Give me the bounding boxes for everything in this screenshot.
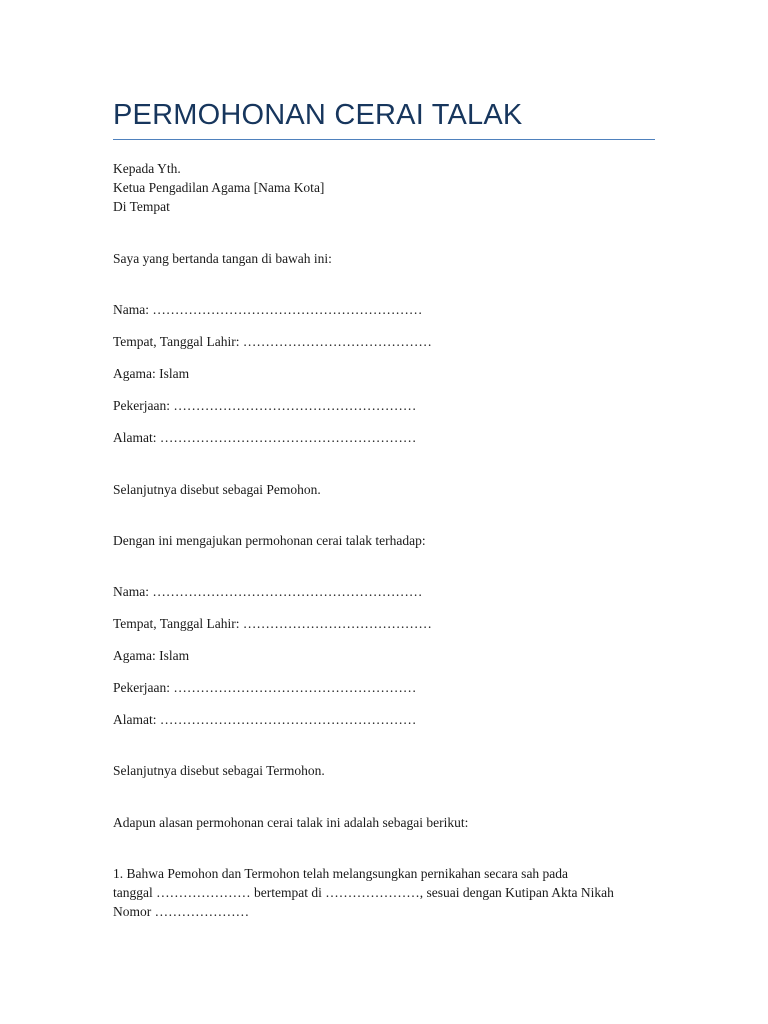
pemohon-nama: Nama: …………………………………………………… xyxy=(113,302,423,317)
pemohon-alamat: Alamat: ………………………………………………… xyxy=(113,430,417,445)
pemohon-label: Selanjutnya disebut sebagai Pemohon. xyxy=(113,482,321,497)
alasan-intro: Adapun alasan permohonan cerai talak ini adalah sebagai berikut: xyxy=(113,815,469,830)
ajuan-paragraph: Dengan ini mengajukan permohonan cerai talak terhadap: xyxy=(113,533,426,548)
alasan-1-line-3: Nomor ………………… xyxy=(113,904,250,919)
termohon-ttl: Tempat, Tanggal Lahir: …………………………………… xyxy=(113,616,432,631)
alasan-1-line-1: 1. Bahwa Pemohon dan Termohon telah melangsungkan pernikahan secara sah pada xyxy=(113,866,569,881)
title-underline xyxy=(113,139,655,140)
address-line-1: Kepada Yth. xyxy=(113,161,181,176)
termohon-pekerjaan: Pekerjaan: ……………………………………………… xyxy=(113,680,417,695)
document-title: PERMOHONAN CERAI TALAK xyxy=(113,99,523,131)
pemohon-pekerjaan: Pekerjaan: ……………………………………………… xyxy=(113,398,417,413)
pemohon-agama: Agama: Islam xyxy=(113,366,190,381)
intro-paragraph: Saya yang bertanda tangan di bawah ini: xyxy=(113,251,332,266)
address-line-3: Di Tempat xyxy=(113,199,170,214)
address-line-2: Ketua Pengadilan Agama [Nama Kota] xyxy=(113,180,325,195)
termohon-agama: Agama: Islam xyxy=(113,648,190,663)
termohon-nama: Nama: …………………………………………………… xyxy=(113,584,423,599)
pemohon-ttl: Tempat, Tanggal Lahir: …………………………………… xyxy=(113,334,432,349)
termohon-alamat: Alamat: ………………………………………………… xyxy=(113,712,417,727)
termohon-label: Selanjutnya disebut sebagai Termohon. xyxy=(113,763,325,778)
alasan-1-line-2: tanggal ………………… bertempat di …………………, sesuai dengan Kutipan Akta Nikah xyxy=(113,885,614,900)
